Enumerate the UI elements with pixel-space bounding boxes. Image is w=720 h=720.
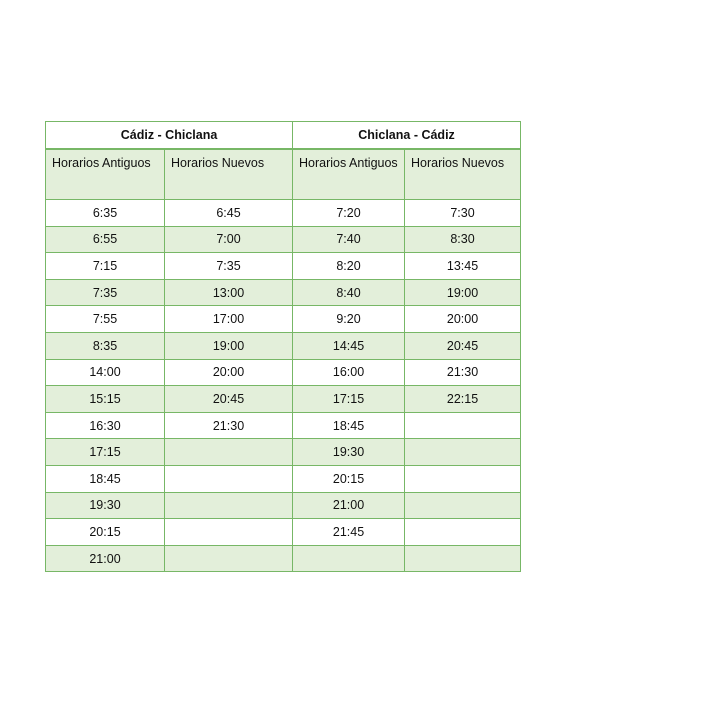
table-row (46, 412, 521, 439)
time-cell: 18:45 (293, 412, 405, 439)
time-cell: 7:55 (46, 306, 165, 333)
time-cell (293, 545, 405, 572)
time-cell: 7:35 (165, 253, 293, 280)
table-row (46, 359, 521, 386)
time-cell (165, 492, 293, 519)
time-cell: 19:30 (46, 492, 165, 519)
time-cell: 9:20 (293, 306, 405, 333)
table-row (46, 226, 521, 253)
time-cell (405, 492, 521, 519)
time-cell (405, 545, 521, 572)
header-cadiz-chiclana-new: Horarios Nuevos (165, 149, 293, 200)
time-cell (405, 465, 521, 492)
time-cell: 15:15 (46, 386, 165, 413)
header-cadiz-chiclana-old: Horarios Antiguos (46, 149, 165, 200)
time-cell: 17:00 (165, 306, 293, 333)
table-row (46, 332, 521, 359)
time-cell: 14:45 (293, 332, 405, 359)
time-cell: 21:30 (405, 359, 521, 386)
time-cell: 16:00 (293, 359, 405, 386)
time-cell: 20:15 (293, 465, 405, 492)
time-cell: 13:00 (165, 279, 293, 306)
route-header-cadiz-chiclana: Cádiz - Chiclana (46, 122, 293, 150)
bus-schedule-table (45, 121, 521, 572)
time-cell: 17:15 (293, 386, 405, 413)
time-cell: 16:30 (46, 412, 165, 439)
time-cell (405, 439, 521, 466)
time-cell: 21:30 (165, 412, 293, 439)
time-cell: 7:20 (293, 200, 405, 227)
time-cell: 7:40 (293, 226, 405, 253)
time-cell: 20:15 (46, 519, 165, 546)
time-cell: 6:55 (46, 226, 165, 253)
time-cell: 13:45 (405, 253, 521, 280)
time-cell: 20:00 (165, 359, 293, 386)
table-row (46, 200, 521, 227)
table-row (46, 465, 521, 492)
time-cell: 7:35 (46, 279, 165, 306)
time-cell: 14:00 (46, 359, 165, 386)
time-cell: 19:00 (165, 332, 293, 359)
table-row (46, 253, 521, 280)
time-cell (165, 439, 293, 466)
time-cell: 7:30 (405, 200, 521, 227)
route-header-chiclana-cadiz: Chiclana - Cádiz (293, 122, 521, 150)
table-row (46, 386, 521, 413)
table-row (46, 519, 521, 546)
time-cell: 7:00 (165, 226, 293, 253)
time-cell: 20:45 (165, 386, 293, 413)
time-cell: 8:40 (293, 279, 405, 306)
time-cell (405, 519, 521, 546)
route-header-row (46, 122, 521, 150)
table-row (46, 439, 521, 466)
time-cell: 19:30 (293, 439, 405, 466)
schedule-type-header-row (46, 149, 521, 200)
table-row (46, 545, 521, 572)
time-cell (405, 412, 521, 439)
time-cell: 6:35 (46, 200, 165, 227)
table-row (46, 492, 521, 519)
time-cell: 21:00 (46, 545, 165, 572)
time-cell: 21:00 (293, 492, 405, 519)
table-row (46, 279, 521, 306)
schedule-sheet (45, 121, 520, 571)
time-cell: 20:45 (405, 332, 521, 359)
time-cell: 8:35 (46, 332, 165, 359)
time-cell: 21:45 (293, 519, 405, 546)
table-row (46, 306, 521, 333)
time-cell: 19:00 (405, 279, 521, 306)
header-chiclana-cadiz-new: Horarios Nuevos (405, 149, 521, 200)
time-cell (165, 465, 293, 492)
time-cell: 17:15 (46, 439, 165, 466)
time-cell: 6:45 (165, 200, 293, 227)
header-chiclana-cadiz-old: Horarios Antiguos (293, 149, 405, 200)
time-cell (165, 545, 293, 572)
time-cell: 22:15 (405, 386, 521, 413)
time-cell: 8:30 (405, 226, 521, 253)
time-cell: 18:45 (46, 465, 165, 492)
time-cell: 8:20 (293, 253, 405, 280)
time-cell: 7:15 (46, 253, 165, 280)
time-cell: 20:00 (405, 306, 521, 333)
time-cell (165, 519, 293, 546)
